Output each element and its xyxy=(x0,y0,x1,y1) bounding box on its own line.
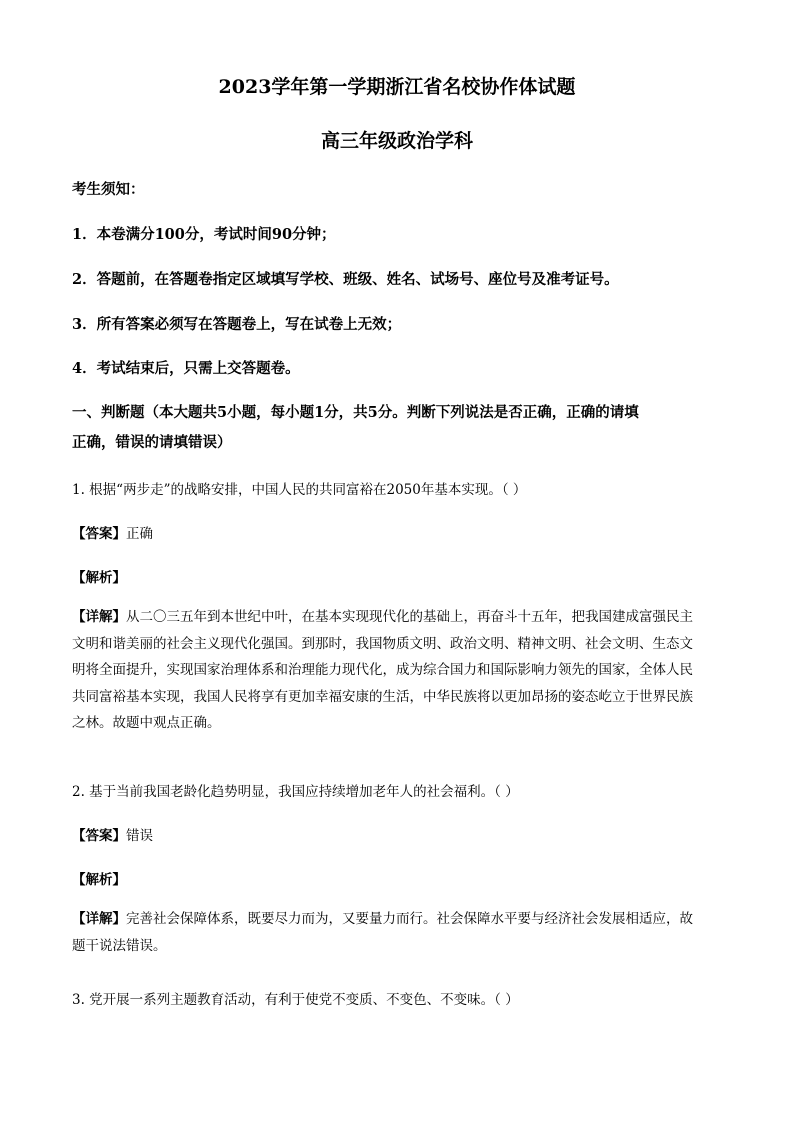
question-2-analysis-tag xyxy=(72,868,732,888)
detail-tag: 【详解】 xyxy=(72,609,126,625)
detail-line: 之林。故题中观点正确。 xyxy=(72,715,221,731)
notice-item-2: 2．答题前，在答题卷指定区域填写学校、班级、姓名、试场号、座位号及准考证号。 xyxy=(72,271,619,288)
detail-line xyxy=(72,906,727,933)
exam-title: 2023学年第一学期浙江省名校协作体试题 xyxy=(218,76,576,98)
question-1-analysis-tag xyxy=(72,566,732,586)
question-1-detail xyxy=(72,604,727,737)
detail-line: 题干说法错误。 xyxy=(72,937,167,954)
question-2-answer xyxy=(72,824,732,844)
detail-line: 文明和谐美丽的社会主义现代化强国。到那时，我国物质文明、政治文明、精神文明、社会文明、生态文 xyxy=(72,635,693,652)
analysis-tag: 【解析】 xyxy=(72,570,126,586)
notice-heading: 考生须知： xyxy=(72,181,145,198)
question-1-stem: 1. 根据“两步走”的战略安排，中国人民的共同富裕在2050年基本实现。（ ） xyxy=(72,482,527,498)
question-3-stem: 3. 党开展一系列主题教育活动，有利于使党不变质、不变色、不变味。（ ） xyxy=(72,992,519,1008)
answer-value: 正确 xyxy=(126,526,153,542)
detail-line: 共同富裕基本实现，我国人民将享有更加幸福安康的生活，中华民族将以更加昂扬的姿态屹立于世界民族 xyxy=(72,688,693,705)
notice-item-1: 1．本卷满分100分，考试时间90分钟； xyxy=(72,226,336,243)
answer-value: 错误 xyxy=(126,828,153,844)
exam-subtitle: 高三年级政治学科 xyxy=(320,130,473,152)
answer-tag: 【答案】 xyxy=(72,526,126,542)
detail-line: 明将全面提升，实现国家治理体系和治理能力现代化，成为综合国力和国际影响力领先的国家，全体人民 xyxy=(72,662,693,678)
detail-text: 从二〇三五年到本世纪中叶，在基本实现现代化的基础上，再奋斗十五年，把我国建成富强民主 xyxy=(126,609,693,625)
answer-tag: 【答案】 xyxy=(72,828,126,844)
analysis-tag: 【解析】 xyxy=(72,872,126,888)
notice-item-3: 3．所有答案必须写在答题卷上，写在试卷上无效； xyxy=(72,316,402,333)
question-2-detail xyxy=(72,906,727,959)
notice-item-4: 4．考试结束后，只需上交答题卷。 xyxy=(72,360,300,377)
detail-text: 完善社会保障体系，既要尽力而为，又要量力而行。社会保障水平要与经济社会发展相适应，故 xyxy=(126,911,693,927)
question-2-stem: 2. 基于当前我国老龄化趋势明显，我国应持续增加老年人的社会福利。（ ） xyxy=(72,784,519,800)
section-heading-line2: 正确，错误的请填错误） xyxy=(72,434,232,451)
question-1-answer xyxy=(72,522,732,542)
detail-line xyxy=(72,604,727,631)
detail-tag: 【详解】 xyxy=(72,911,126,927)
section-heading-line1: 一、判断题（本大题共5小题，每小题1分，共5分。判断下列说法是否正确，正确的请填 xyxy=(72,404,639,421)
